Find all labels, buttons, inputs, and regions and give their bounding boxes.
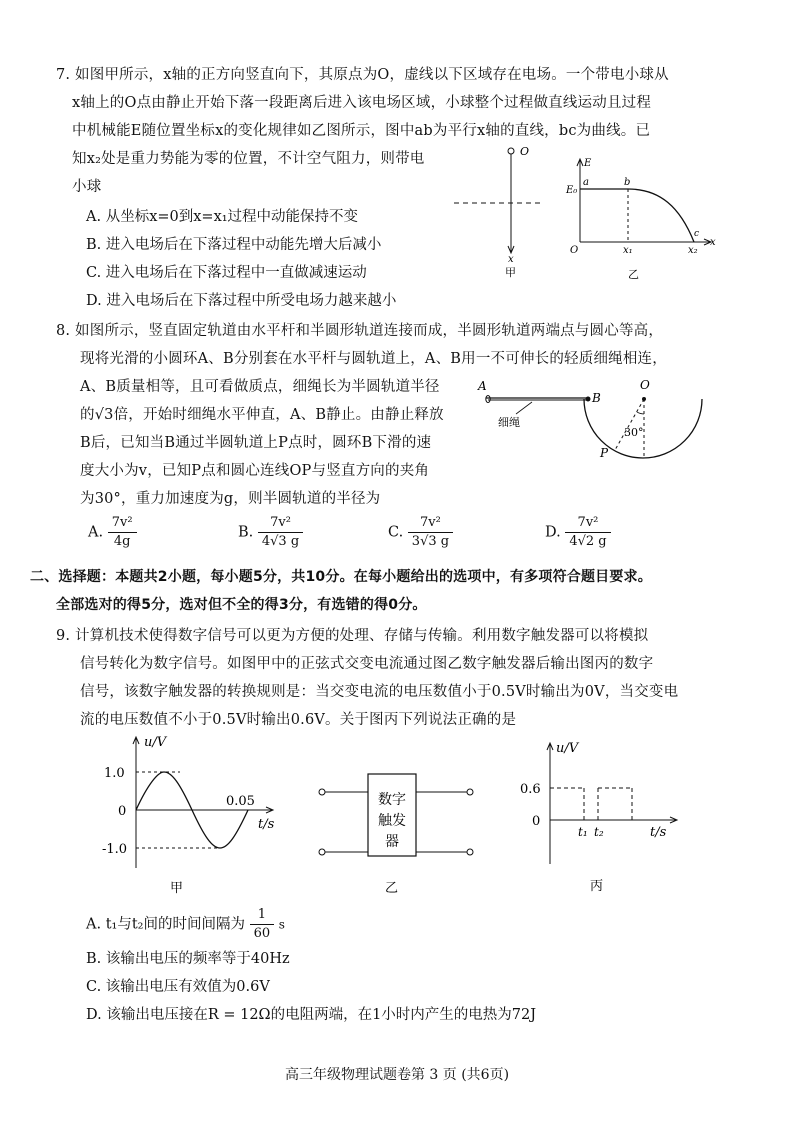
q9-option-a-fraction xyxy=(250,906,275,943)
q7-line-1: 7. 如图甲所示，x轴的正方向竖直向下，其原点为O，虚线以下区域存在电场。一个带电小球从 xyxy=(56,67,669,83)
q9-bing-ylabel: u/V xyxy=(556,741,579,756)
q8-line-2: 现将光滑的小圆环A、B分别套在水平杆与圆轨道上，A、B用一不可伸长的轻质细绳相连， xyxy=(80,351,667,367)
q7-line-4: 知x₂处是重力势能为零的位置，不计空气阻力，则带电 xyxy=(72,151,425,167)
q8-ring-a xyxy=(486,396,490,403)
q8-line-5: B后，已知当B通过半圆轨道上P点时，圆环B下滑的速 xyxy=(80,435,432,451)
q9-option-a-unit: s xyxy=(278,917,285,932)
q7-line-2: x轴上的O点由静止开始下落一段距离后进入该电场区域，小球整个过程做直线运动且过程 xyxy=(72,95,652,111)
q7-yi-label-a: a xyxy=(583,177,589,188)
q9-bing-t2: t₂ xyxy=(594,825,604,839)
q9-bing-y-val: 0.6 xyxy=(520,782,541,797)
q9-option-c: C. 该输出电压有效值为0.6V xyxy=(86,979,270,995)
q9-option-a-numerator: 1 xyxy=(250,906,275,925)
q7-jia-label-x: x xyxy=(508,254,514,265)
q8-line-7: 为30°，重力加速度为g，则半圆轨道的半径为 xyxy=(80,491,381,507)
q9-figure-yi xyxy=(312,752,482,898)
q8-option-b xyxy=(238,514,303,551)
q8-label-a: A xyxy=(478,379,487,393)
q8-option-b-denominator: 4√3 g xyxy=(261,534,300,549)
q8-option-c-numerator: 7v² xyxy=(408,514,453,533)
q9-yi-input-terminal-top xyxy=(319,789,325,795)
q7-jia-origin-point xyxy=(508,148,514,154)
q9-line-4: 流的电压数值不小于0.5V时输出0.6V。关于图丙下列说法正确的是 xyxy=(80,712,517,728)
q8-option-b-fraction xyxy=(258,514,303,551)
q9-line-2: 信号转化为数字信号。如图甲中的正弦式交变电流通过图乙数字触发器后输出图丙的数字 xyxy=(80,656,654,672)
q9-figure-jia xyxy=(96,728,296,900)
q9-yi-box-line-2: 触发 xyxy=(378,813,406,829)
q9-jia-caption: 甲 xyxy=(170,881,184,896)
q8-ring-b xyxy=(586,397,591,402)
q9-figure-bing xyxy=(510,734,690,900)
q9-line-1: 9. 计算机技术使得数字信号可以更为方便的处理、存储与传输。利用数字触发器可以将模拟 xyxy=(56,628,649,644)
q8-option-a-fraction xyxy=(108,514,137,551)
q9-line-3: 信号，该数字触发器的转换规则是：当交变电流的电压数值小于0.5V时输出为0V，当交变电 xyxy=(80,684,679,700)
q8-label-p: P xyxy=(600,446,609,460)
q7-line-5: 小球 xyxy=(72,179,102,195)
q7-yi-label-origin: O xyxy=(570,245,579,256)
q9-option-a-text: A. t₁与t₂间的时间间隔为 xyxy=(86,916,245,933)
q7-yi-label-e: E xyxy=(584,158,592,169)
q7-line-3: 中机械能E随位置坐标x的变化规律如乙图所示，图中ab为平行x轴的直线，bc为曲线。已 xyxy=(72,123,651,139)
q8-option-d xyxy=(545,514,611,551)
q9-option-a xyxy=(86,906,285,943)
q9-yi-box-line-3: 器 xyxy=(385,834,399,850)
q8-option-a xyxy=(88,514,137,551)
q9-bing-y-zero: 0 xyxy=(532,814,541,829)
q7-option-c: C. 进入电场后在下落过程中一直做减速运动 xyxy=(86,265,367,281)
q9-jia-y-zero: 0 xyxy=(118,804,127,819)
q8-line-4: 的√3倍，开始时细绳水平伸直，A、B静止。由静止释放 xyxy=(80,407,444,423)
q8-option-d-fraction xyxy=(565,514,610,551)
q8-rope-pointer xyxy=(516,402,532,414)
q8-figure xyxy=(474,370,704,475)
q7-yi-label-e0: E₀ xyxy=(566,185,578,196)
q9-jia-ylabel: u/V xyxy=(144,735,167,750)
q8-option-b-letter: B. xyxy=(238,524,254,541)
q9-yi-caption: 乙 xyxy=(385,881,399,896)
q7-yi-label-x2: x₂ xyxy=(688,245,698,256)
q8-line-6: 度大小为v，已知P点和圆心连线OP与竖直方向的夹角 xyxy=(80,463,430,479)
q8-op-dashed xyxy=(615,399,644,450)
q9-option-d: D. 该输出电压接在R = 12Ω的电阻两端，在1小时内产生的电热为72J xyxy=(86,1007,537,1023)
q7-figure-jia xyxy=(448,140,548,280)
q9-bing-caption: 丙 xyxy=(590,879,604,894)
section2-heading-line-2: 全部选对的得5分，选对但不全的得3分，有选错的得0分。 xyxy=(56,597,427,613)
q8-option-b-numerator: 7v² xyxy=(258,514,303,533)
q8-label-rope: 细绳 xyxy=(498,416,520,429)
q8-option-c-denominator: 3√3 g xyxy=(411,534,450,549)
q7-yi-label-c: c xyxy=(694,229,700,239)
q8-option-c xyxy=(388,514,453,551)
q8-option-d-denominator: 4√2 g xyxy=(569,534,607,549)
q9-option-b: B. 该输出电压的频率等于40Hz xyxy=(86,951,290,967)
q9-yi-output-terminal-bottom xyxy=(467,849,473,855)
q7-option-b: B. 进入电场后在下落过程中动能先增大后减小 xyxy=(86,237,382,253)
q8-option-c-letter: C. xyxy=(388,524,404,541)
q7-yi-caption: 乙 xyxy=(628,268,639,281)
q9-bing-t1: t₁ xyxy=(578,825,588,839)
q8-option-d-letter: D. xyxy=(545,524,561,541)
q9-jia-t-mark: 0.05 xyxy=(226,794,255,809)
q7-yi-label-b: b xyxy=(624,177,631,188)
q8-line-3: A、B质量相等，且可看做质点，细绳长为半圆轨道半径 xyxy=(80,379,440,395)
q7-yi-label-x1: x₁ xyxy=(623,245,633,256)
section2-heading-line-1: 二、选择题：本题共2小题，每小题5分，共10分。在每小题给出的选项中，有多项符合题目要求。 xyxy=(30,569,652,585)
q9-jia-y-top: 1.0 xyxy=(104,766,125,781)
q9-yi-box-line-1: 数字 xyxy=(378,792,406,808)
q9-jia-y-bot: -1.0 xyxy=(102,842,128,857)
q7-option-a: A. 从坐标x=0到x=x₁过程中动能保持不变 xyxy=(86,209,359,225)
q8-option-a-letter: A. xyxy=(88,524,104,541)
q8-label-o: O xyxy=(640,378,650,392)
q8-option-c-fraction xyxy=(408,514,453,551)
q8-label-angle: 30° xyxy=(624,426,644,439)
q7-jia-label-o: O xyxy=(520,145,530,158)
q9-jia-xlabel: t/s xyxy=(258,817,275,832)
page-footer: 高三年级物理试题卷第 3 页 (共6页) xyxy=(284,1067,510,1083)
q9-bing-xlabel: t/s xyxy=(650,825,667,840)
q9-yi-output-terminal-top xyxy=(467,789,473,795)
q7-figure-yi xyxy=(560,152,720,286)
q9-yi-input-terminal-bottom xyxy=(319,849,325,855)
q7-yi-curve-bc xyxy=(628,189,694,242)
q8-label-b: B xyxy=(592,391,601,405)
q8-option-a-numerator: 7v² xyxy=(108,514,137,533)
q7-yi-label-x: x xyxy=(710,237,716,248)
q7-option-d: D. 进入电场后在下落过程中所受电场力越来越小 xyxy=(86,293,397,309)
q8-line-1: 8. 如图所示，竖直固定轨道由水平杆和半圆形轨道连接而成，半圆形轨道两端点与圆心等高， xyxy=(56,323,664,339)
q8-option-a-denominator: 4g xyxy=(113,534,131,549)
q9-option-a-denominator: 60 xyxy=(253,926,271,941)
q8-angle-arc xyxy=(637,412,644,414)
q7-jia-caption: 甲 xyxy=(505,266,516,279)
q8-option-d-numerator: 7v² xyxy=(565,514,610,533)
